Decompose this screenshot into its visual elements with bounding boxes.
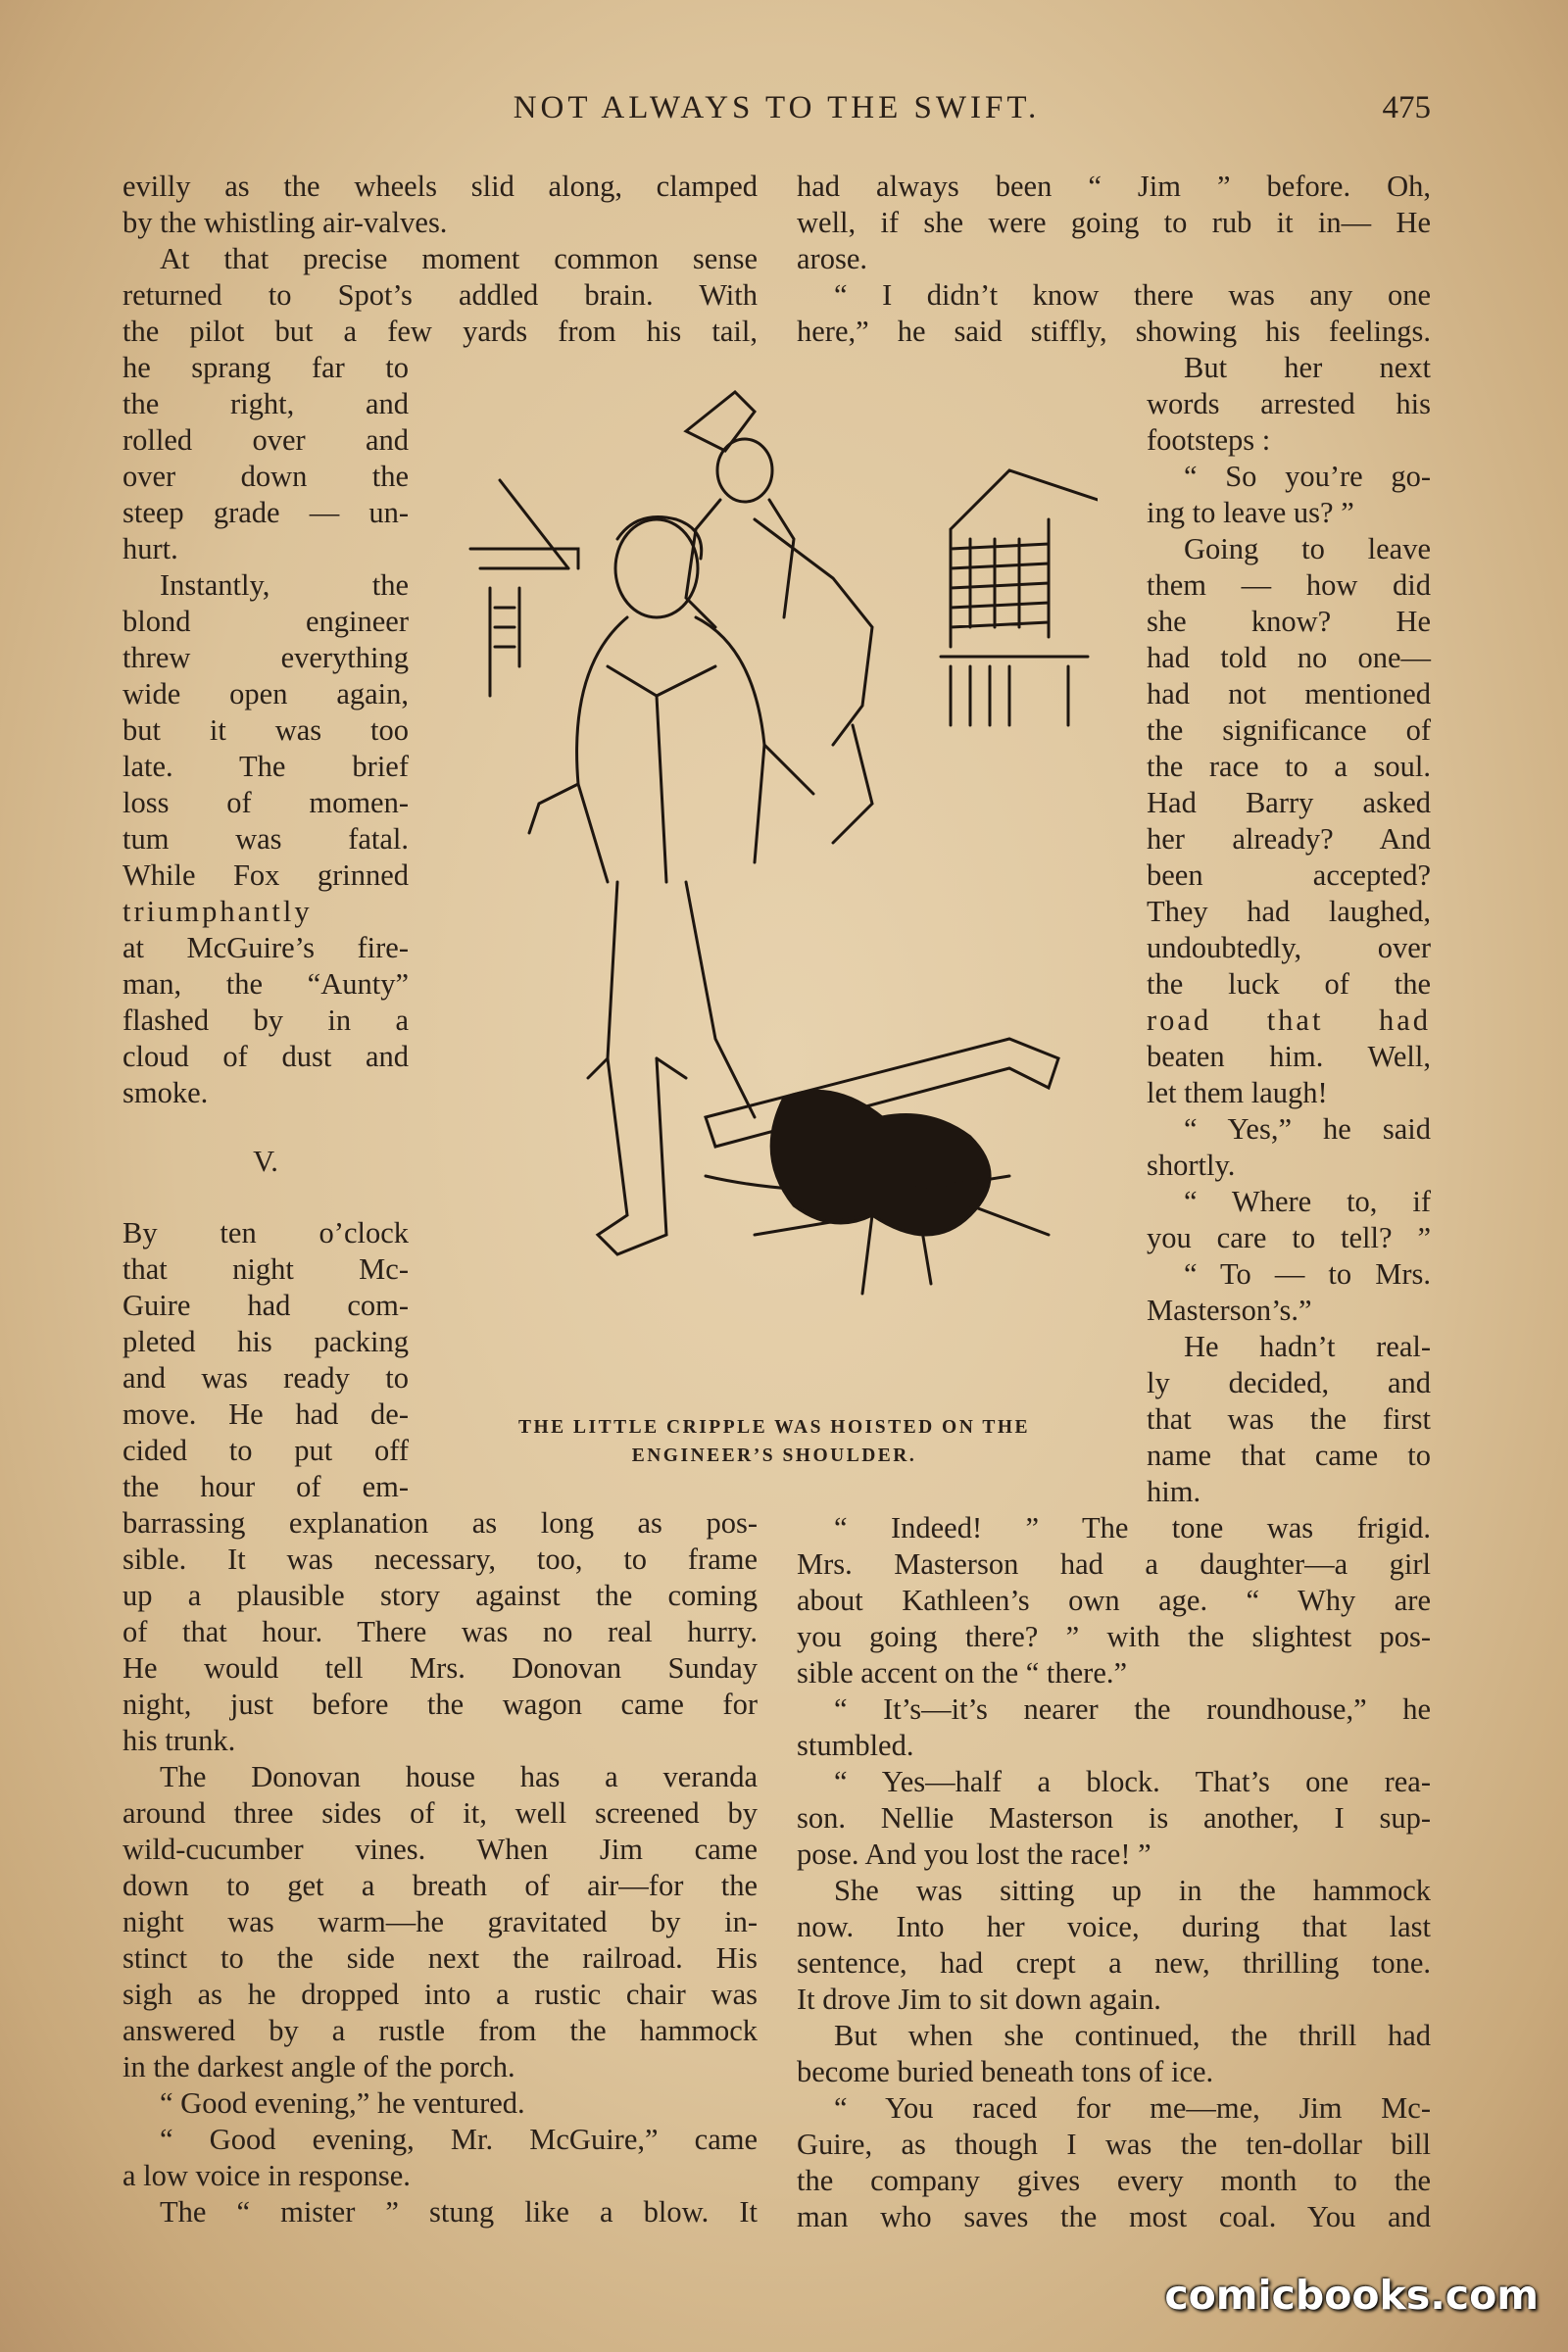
text-line: by the whistling air-valves.: [122, 206, 448, 239]
text-line: The Donovan house has a veranda: [160, 1760, 758, 1793]
text-line: well, if she were going to rub it in— He: [797, 206, 1431, 239]
text-line: “ You raced for me—me, Jim Mc-: [834, 2091, 1431, 2125]
text-line: cided to put off: [122, 1434, 409, 1467]
text-line: let them laugh!: [1147, 1076, 1328, 1109]
text-line: “ Yes,” he said: [1184, 1112, 1431, 1146]
text-line: over down the: [122, 460, 409, 493]
text-line: triumphantly: [122, 895, 313, 928]
text-line: her already? And: [1147, 822, 1431, 856]
text-line: steep grade — un-: [122, 496, 409, 529]
text-line: “ Good evening,” he ventured.: [160, 2086, 525, 2120]
text-line: He hadn’t real-: [1184, 1330, 1431, 1363]
text-line: become buried beneath tons of ice.: [797, 2055, 1214, 2088]
text-line: night was warm—he gravitated by in-: [122, 1905, 758, 1938]
text-line: down to get a breath of air—for the: [122, 1869, 758, 1902]
text-line: stumbled.: [797, 1729, 914, 1762]
text-line: the hour of em-: [122, 1470, 409, 1503]
text-line: road that had: [1147, 1004, 1431, 1037]
text-line: a low voice in response.: [122, 2159, 411, 2192]
text-line: hurt.: [122, 532, 178, 565]
text-line: loss of momen-: [122, 786, 409, 819]
text-line: words arrested his: [1147, 387, 1431, 420]
text-line: move. He had de-: [122, 1397, 409, 1431]
text-line: “ To — to Mrs.: [1184, 1257, 1431, 1291]
text-line: It drove Jim to sit down again.: [797, 1983, 1161, 2016]
text-line: The “ mister ” stung like a blow. It: [160, 2195, 758, 2229]
text-line: in the darkest angle of the porch.: [122, 2050, 515, 2083]
text-line: rolled over and: [122, 423, 409, 457]
text-line: pose. And you lost the race! ”: [797, 1838, 1152, 1871]
text-line: that night Mc-: [122, 1252, 409, 1286]
text-line: his trunk.: [122, 1724, 236, 1757]
text-line: He would tell Mrs. Donovan Sunday: [122, 1651, 758, 1685]
text-line: night, just before the wagon came for: [122, 1688, 758, 1721]
text-line: “ Good evening, Mr. McGuire,” came: [160, 2123, 758, 2156]
section-numeral: V.: [253, 1145, 278, 1178]
text-line: had told no one—: [1147, 641, 1431, 674]
text-line: threw everything: [122, 641, 409, 674]
text-line: now. Into her voice, during that last: [797, 1910, 1431, 1943]
text-line: Going to leave: [1184, 532, 1431, 565]
text-line: undoubtedly, over: [1147, 931, 1431, 964]
text-line: answered by a rustle from the hammock: [122, 2014, 758, 2047]
text-line: Guire had com-: [122, 1289, 409, 1322]
text-line: them — how did: [1147, 568, 1431, 602]
text-line: evilly as the wheels slid along, clamped: [122, 170, 758, 203]
text-line: ing to leave us? ”: [1147, 496, 1354, 529]
text-line: sigh as he dropped into a rustic chair was: [122, 1978, 758, 2011]
text-line: footsteps :: [1147, 423, 1271, 457]
text-line: the right, and: [122, 387, 409, 420]
text-line: sible. It was necessary, too, to frame: [122, 1543, 758, 1576]
text-line: Instantly, the: [160, 568, 409, 602]
text-line: Had Barry asked: [1147, 786, 1431, 819]
text-line: returned to Spot’s addled brain. With: [122, 278, 758, 312]
text-line: name that came to: [1147, 1439, 1431, 1472]
engineer-carrying-cripple-illustration: [461, 372, 1098, 1392]
illustration-caption: [461, 1413, 1088, 1470]
text-line: man, the “Aunty”: [122, 967, 409, 1001]
text-line: Guire, as though I was the ten-dollar bill: [797, 2128, 1431, 2161]
text-line: son. Nellie Masterson is another, I sup-: [797, 1801, 1431, 1835]
page-header: [122, 90, 1431, 139]
text-line: of that hour. There was no real hurry.: [122, 1615, 758, 1648]
text-line: you going there? ” with the slightest pos-: [797, 1620, 1431, 1653]
site-watermark: comicbooks.com: [1164, 2272, 1539, 2319]
text-line: wide open again,: [122, 677, 409, 710]
text-line: pleted his packing: [122, 1325, 409, 1358]
page-number: 475: [1382, 90, 1431, 125]
text-line: about Kathleen’s own age. “ Why are: [797, 1584, 1431, 1617]
text-line: been accepted?: [1147, 858, 1431, 892]
text-line: shortly.: [1147, 1149, 1236, 1182]
text-line: that was the first: [1147, 1402, 1431, 1436]
text-line: late. The brief: [122, 750, 409, 783]
text-line: flashed by in a: [122, 1004, 409, 1037]
text-line: the company gives every month to the: [797, 2164, 1431, 2197]
text-line: “ Yes—half a block. That’s one rea-: [834, 1765, 1431, 1798]
text-line: “ Where to, if: [1184, 1185, 1431, 1218]
text-line: While Fox grinned: [122, 858, 409, 892]
text-line: had always been “ Jim ” before. Oh,: [797, 170, 1431, 203]
text-line: sentence, had crept a new, thrilling tone.: [797, 1946, 1431, 1980]
text-line: here,” he said stiffly, showing his feelings.: [797, 315, 1431, 348]
text-line: the significance of: [1147, 713, 1431, 747]
text-line: and was ready to: [122, 1361, 409, 1395]
text-line: At that precise moment common sense: [160, 242, 758, 275]
text-line: ly decided, and: [1147, 1366, 1431, 1399]
caption-line: ENGINEER’S SHOULDER.: [631, 1446, 917, 1466]
text-line: the luck of the: [1147, 967, 1431, 1001]
text-line: “ So you’re go-: [1184, 460, 1431, 493]
text-line: but it was too: [122, 713, 409, 747]
text-line: cloud of dust and: [122, 1040, 409, 1073]
text-line: “ It’s—it’s nearer the roundhouse,” he: [834, 1692, 1431, 1726]
text-line: had not mentioned: [1147, 677, 1431, 710]
text-line: beaten him. Well,: [1147, 1040, 1431, 1073]
text-line: up a plausible story against the coming: [122, 1579, 758, 1612]
text-line: Masterson’s.”: [1147, 1294, 1312, 1327]
text-line: around three sides of it, well screened by: [122, 1796, 758, 1830]
caption-line: THE LITTLE CRIPPLE WAS HOISTED ON THE: [518, 1417, 1030, 1438]
text-line: They had laughed,: [1147, 895, 1431, 928]
text-line: smoke.: [122, 1076, 209, 1109]
text-line: blond engineer: [122, 605, 409, 638]
text-line: man who saves the most coal. You and: [797, 2200, 1431, 2233]
text-line: him.: [1147, 1475, 1201, 1508]
text-line: She was sitting up in the hammock: [834, 1874, 1431, 1907]
text-line: sible accent on the “ there.”: [797, 1656, 1128, 1690]
text-line: you care to tell? ”: [1147, 1221, 1431, 1254]
text-line: stinct to the side next the railroad. His: [122, 1941, 758, 1975]
text-line: tum was fatal.: [122, 822, 409, 856]
text-line: she know? He: [1147, 605, 1431, 638]
text-line: at McGuire’s fire-: [122, 931, 409, 964]
running-title: NOT ALWAYS TO THE SWIFT.: [513, 90, 1041, 125]
text-line: “ Indeed! ” The tone was frigid.: [834, 1511, 1431, 1544]
text-line: But her next: [1184, 351, 1431, 384]
text-line: the race to a soul.: [1147, 750, 1431, 783]
text-line: By ten o’clock: [122, 1216, 409, 1250]
text-line: “ I didn’t know there was any one: [834, 278, 1431, 312]
text-line: But when she continued, the thrill had: [834, 2019, 1431, 2052]
text-line: barrassing explanation as long as pos-: [122, 1506, 758, 1540]
text-line: wild-cucumber vines. When Jim came: [122, 1833, 758, 1866]
text-line: he sprang far to: [122, 351, 409, 384]
text-line: arose.: [797, 242, 867, 275]
text-line: Mrs. Masterson had a daughter—a girl: [797, 1547, 1431, 1581]
text-line: the pilot but a few yards from his tail,: [122, 315, 758, 348]
